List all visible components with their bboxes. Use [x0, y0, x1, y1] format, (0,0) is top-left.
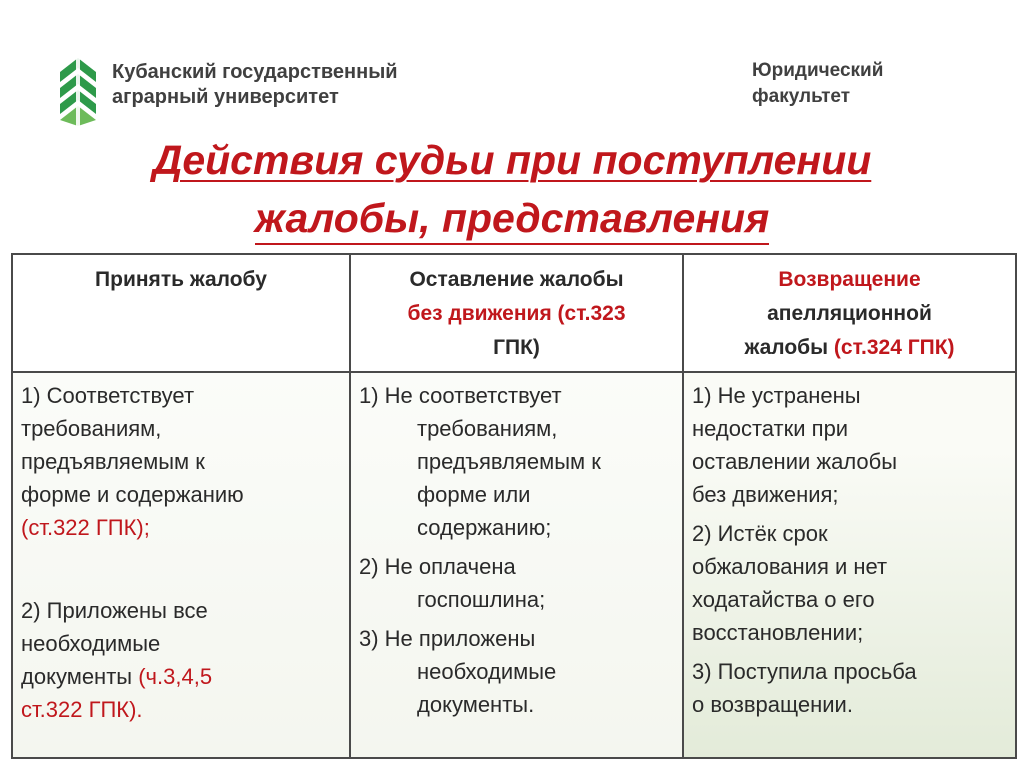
- header-col2-line1: Оставление жалобы: [409, 268, 624, 291]
- cell-return-conditions: [683, 372, 1016, 758]
- header-col2-line3: ГПК): [493, 336, 540, 359]
- text-line: 1) Не соответствует: [359, 383, 562, 408]
- cell-accept-conditions: [12, 372, 350, 758]
- table-body-row: [12, 372, 1016, 758]
- list-item: [692, 655, 1007, 721]
- text-line: 3) Не приложены: [359, 626, 536, 651]
- text-line: предъявляемым к: [417, 449, 601, 474]
- text-line: 2) Истёк срок: [692, 521, 828, 546]
- header-col3-line2: апелляционной: [767, 302, 932, 325]
- text-line: содержанию;: [417, 515, 552, 540]
- header-col1-text: Принять жалобу: [95, 268, 267, 291]
- text-line: требованиям,: [21, 416, 162, 441]
- university-name-line1: Кубанский государственный: [112, 61, 398, 83]
- university-name-line2: аграрный университет: [112, 86, 339, 108]
- text-line: форме и содержанию: [21, 482, 244, 507]
- page-title-line1: Действия судьи при поступлении: [152, 137, 872, 183]
- header-return-complaint: [683, 254, 1016, 372]
- header-col3-red: Возвращение: [778, 268, 921, 291]
- text-line: о возвращении.: [692, 692, 853, 717]
- list-item: [21, 594, 341, 726]
- law-reference: ст.322 ГПК).: [21, 697, 143, 722]
- header-leave-without-movement: [350, 254, 683, 372]
- actions-table: [11, 253, 1017, 759]
- text-line: документы: [21, 664, 139, 689]
- page-title-line2-wrap: [90, 189, 934, 247]
- list-item: [692, 517, 1007, 649]
- text-line: 1) Не устранены: [692, 383, 861, 408]
- list-item: [692, 379, 1007, 511]
- list-item: [359, 622, 674, 721]
- text-line: 2) Не оплачена: [359, 554, 516, 579]
- list-item: [21, 379, 341, 544]
- law-reference: (ч.3,4,5: [138, 664, 213, 689]
- list-item: [359, 379, 674, 544]
- text-line: форме или: [417, 482, 531, 507]
- university-logo: [56, 56, 100, 126]
- header-col3-ref: (ст.324 ГПК): [833, 336, 955, 359]
- table-header-row: [12, 254, 1016, 372]
- text-line: необходимые: [417, 659, 557, 684]
- text-line: ходатайства о его: [692, 587, 875, 612]
- page-title: [90, 131, 934, 247]
- list-item: [359, 550, 674, 616]
- text-line: без движения;: [692, 482, 839, 507]
- university-name: [112, 60, 398, 110]
- text-line: документы.: [417, 692, 535, 717]
- text-line: обжалования и нет: [692, 554, 888, 579]
- cell-without-movement-conditions: [350, 372, 683, 758]
- faculty-name: [752, 58, 883, 110]
- faculty-name-line1: Юридический: [752, 60, 884, 81]
- text-line: недостатки при: [692, 416, 849, 441]
- text-line: оставлении жалобы: [692, 449, 898, 474]
- text-line: требованиям,: [417, 416, 558, 441]
- text-line: предъявляемым к: [21, 449, 205, 474]
- header-col3-line3: жалобы: [744, 336, 834, 359]
- page-title-line2: жалобы, представления: [255, 193, 769, 245]
- text-line: необходимые: [21, 631, 161, 656]
- text-line: восстановлении;: [692, 620, 864, 645]
- law-reference: (ст.322 ГПК);: [21, 515, 150, 540]
- header-col2-red: без движения (ст.323: [407, 302, 626, 325]
- text-line: 2) Приложены все: [21, 598, 208, 623]
- faculty-name-line2: факультет: [752, 86, 851, 107]
- text-line: 3) Поступила просьба: [692, 659, 917, 684]
- header-accept-complaint: [12, 254, 350, 372]
- text-line: госпошлина;: [417, 587, 546, 612]
- text-line: 1) Соответствует: [21, 383, 195, 408]
